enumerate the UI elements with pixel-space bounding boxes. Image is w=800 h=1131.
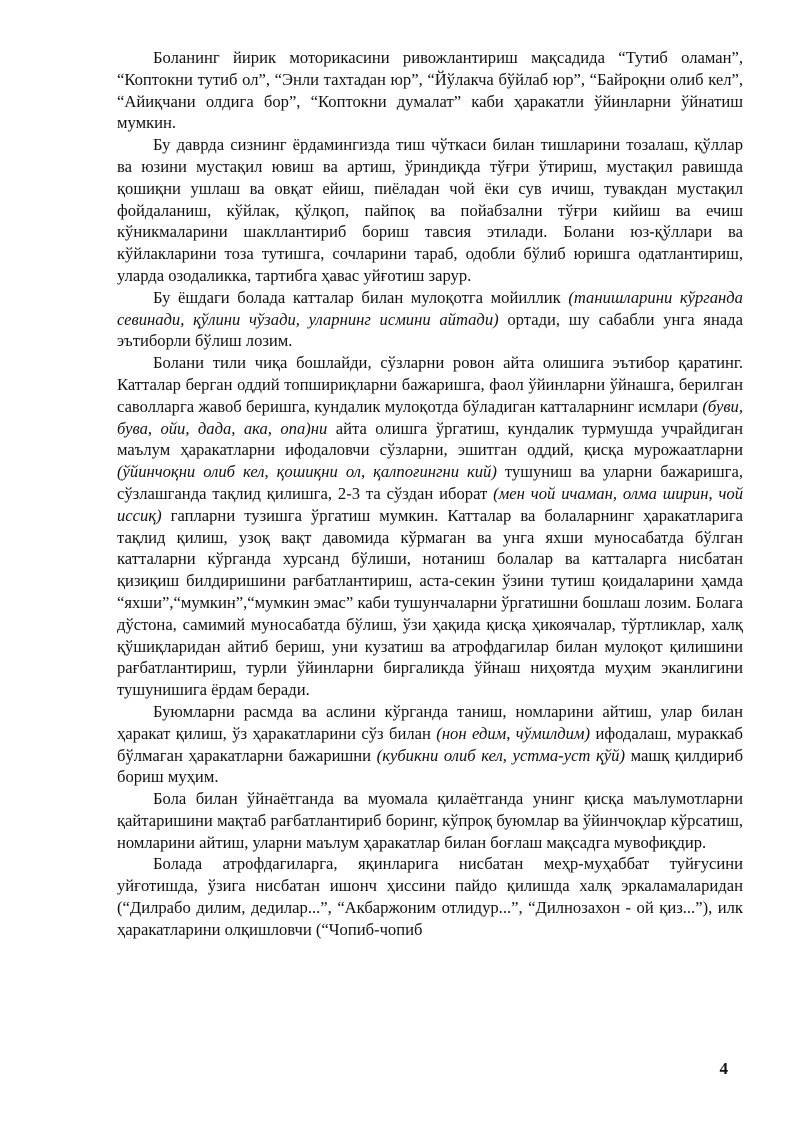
text-segment: тушуниш ва уларни бажаришга, сўзлашганда тақлид қилишга, 2-3 та сўздан иборат — [117, 462, 743, 503]
paragraph-object-recognition — [117, 701, 743, 788]
paragraph-affection-folk-rhymes — [117, 853, 743, 940]
page-number: 4 — [719, 1059, 728, 1078]
text-segment: Буюмларни расмда ва аслини кўрганда таниш, номларини айтиш, улар билан ҳаракат қилиш, ўз ҳаракатларини сўз билан — [117, 701, 743, 743]
paragraph-play-encouragement — [117, 788, 743, 853]
paragraph-communication-tendency — [117, 287, 743, 352]
text-segment: гапларни тузишга ўргатиш мумкин. Катталар ва болаларнинг ҳаракатларига тақлид қилиш, узоқ вақт давомида кўрмаган ва унга яхши муносабатда бўлган катталарни кўрганда хурсанд бўлиши, нотаниш болалар ва катталарга нисбатан қизиқиш билдиришини рағбатлантириш, аста-секин ўзини тутиш қоидаларини ҳамда “яхши”,“мумкин”,“мумкин эмас” каби тушунчаларни ўргатишни бошлаш лозим. Болага дўстона, самимий муносабатда бўлиш, ўзи ҳақида қисқа ҳикоячалар, тўртликлар, халқ қўшиқларидан айтиб бериш, уни кузатиш ва атрофдагилар билан мулоқот қилишини рағбатлантириш, турли ўйинларни биргаликда ўйнаш ниҳоятда муҳим эканлигини тушунишига ёрдам беради. — [117, 505, 743, 700]
text-segment: ортади, шу сабабли унга янада эътиборли бўлиш лозим. — [117, 309, 743, 351]
italic-example: (нон едим, чўмилдим) — [436, 723, 591, 743]
paragraph-self-care-skills — [117, 134, 743, 287]
text-segment: машқ қилдириб бориш муҳим. — [117, 745, 744, 787]
text-segment: ифодалаш, мураккаб бўлмаган ҳаракатларни бажаришни — [117, 723, 743, 765]
text-segment: Бу даврда сизнинг ёрдамингизда тиш чўткаси билан тишларини тозалаш, қўллар ва юзини мустақил ювиш ва артиш, ўриндиқда тўғри ўтириш, мустақил равишда қошиқни ушлаш ва овқат ейиш, пиёладан чой ёки сув ичиш, тувакдан мустақил фойдаланиш, кўйлак, қўлқоп, пайпоқ ва пойабзални тўғри кийиш ва ечиш кўникмаларини шакллантириб бориш тавсия этилади. Болани юз-қўллари ва кўйлакларини тоза тутишга, сочларини тараб, одобли бўлиб юришга одатлантириш, уларда озодаликка, тартибга ҳавас уйғотиш зарур. — [117, 135, 743, 285]
italic-example: (танишларини кўрганда севинади, қўлини чўзади, уларнинг исмини айтади) — [117, 287, 743, 329]
paragraph-gross-motor-games — [117, 47, 743, 134]
italic-example: (буви, бува, ойи, дада, ака, опа)ни — [117, 396, 743, 438]
italic-example: (кубикни олиб кел, устма-уст қўй) — [376, 745, 625, 765]
italic-example: (ўйинчоқни олиб кел, қошиқни ол, қалпоғингни кий) — [117, 462, 497, 482]
text-segment: Бу ёшдаги болада катталар билан мулоқотга мойиллик — [153, 287, 569, 307]
page-body — [117, 47, 743, 941]
italic-example: (мен чой ичаман, олма ширин, чой иссиқ) — [117, 483, 744, 525]
text-segment: Болани тили чиқа бошлайди, сўзларни ровон айта олишига эътибор қаратинг. Катталар берган оддий топшириқларни бажаришга, фаол ўйинларни ўйнашга, берилган саволларга жавоб беришга, кундалик мулоқотда бўладиган катталарнинг исмлари — [117, 353, 743, 416]
paragraph-speech-development — [117, 352, 743, 701]
text-segment: Болада атрофдагиларга, яқинларига нисбатан меҳр-муҳаббат туйғусини уйғотишда, ўзига нисбатан ишонч ҳиссини пайдо қилишда халқ эркаламаларидан (“Дилрабо дилим, дедилар...”, “Акбаржоним отлидур...”, “Дилнозахон - ой қиз...”), илк ҳаракатларини олқишловчи (“Чопиб-чопиб — [117, 854, 743, 939]
text-segment: айта олишга ўргатиш, кундалик турмушда учрайдиган маълум ҳаракатларни ифодаловчи сўзларни, эшитган оддий, қисқа мурожаатларни — [117, 418, 743, 460]
text-segment: Боланинг йирик моторикасини ривожлантириш мақсадида “Тутиб оламан”, “Коптокни тутиб ол”, “Энли тахтадан юр”, “Йўлакча бўйлаб юр”, “Байроқни олиб кел”, “Айиқчани олдига бор”, “Коптокни думалат” каби ҳаракатли ўйинларни ўйнатиш мумкин. — [117, 48, 743, 133]
text-segment: Бола билан ўйнаётганда ва муомала қилаётганда унинг қисқа маълумотларни қайтаришини мақтаб рағбатлантириб боринг, кўпроқ буюмлар ва ўйинчоқлар кўрсатиш, номларини айтиш, уларни маълум ҳаракатлар билан боғлаш мақсадга мувофиқдир. — [117, 789, 743, 852]
